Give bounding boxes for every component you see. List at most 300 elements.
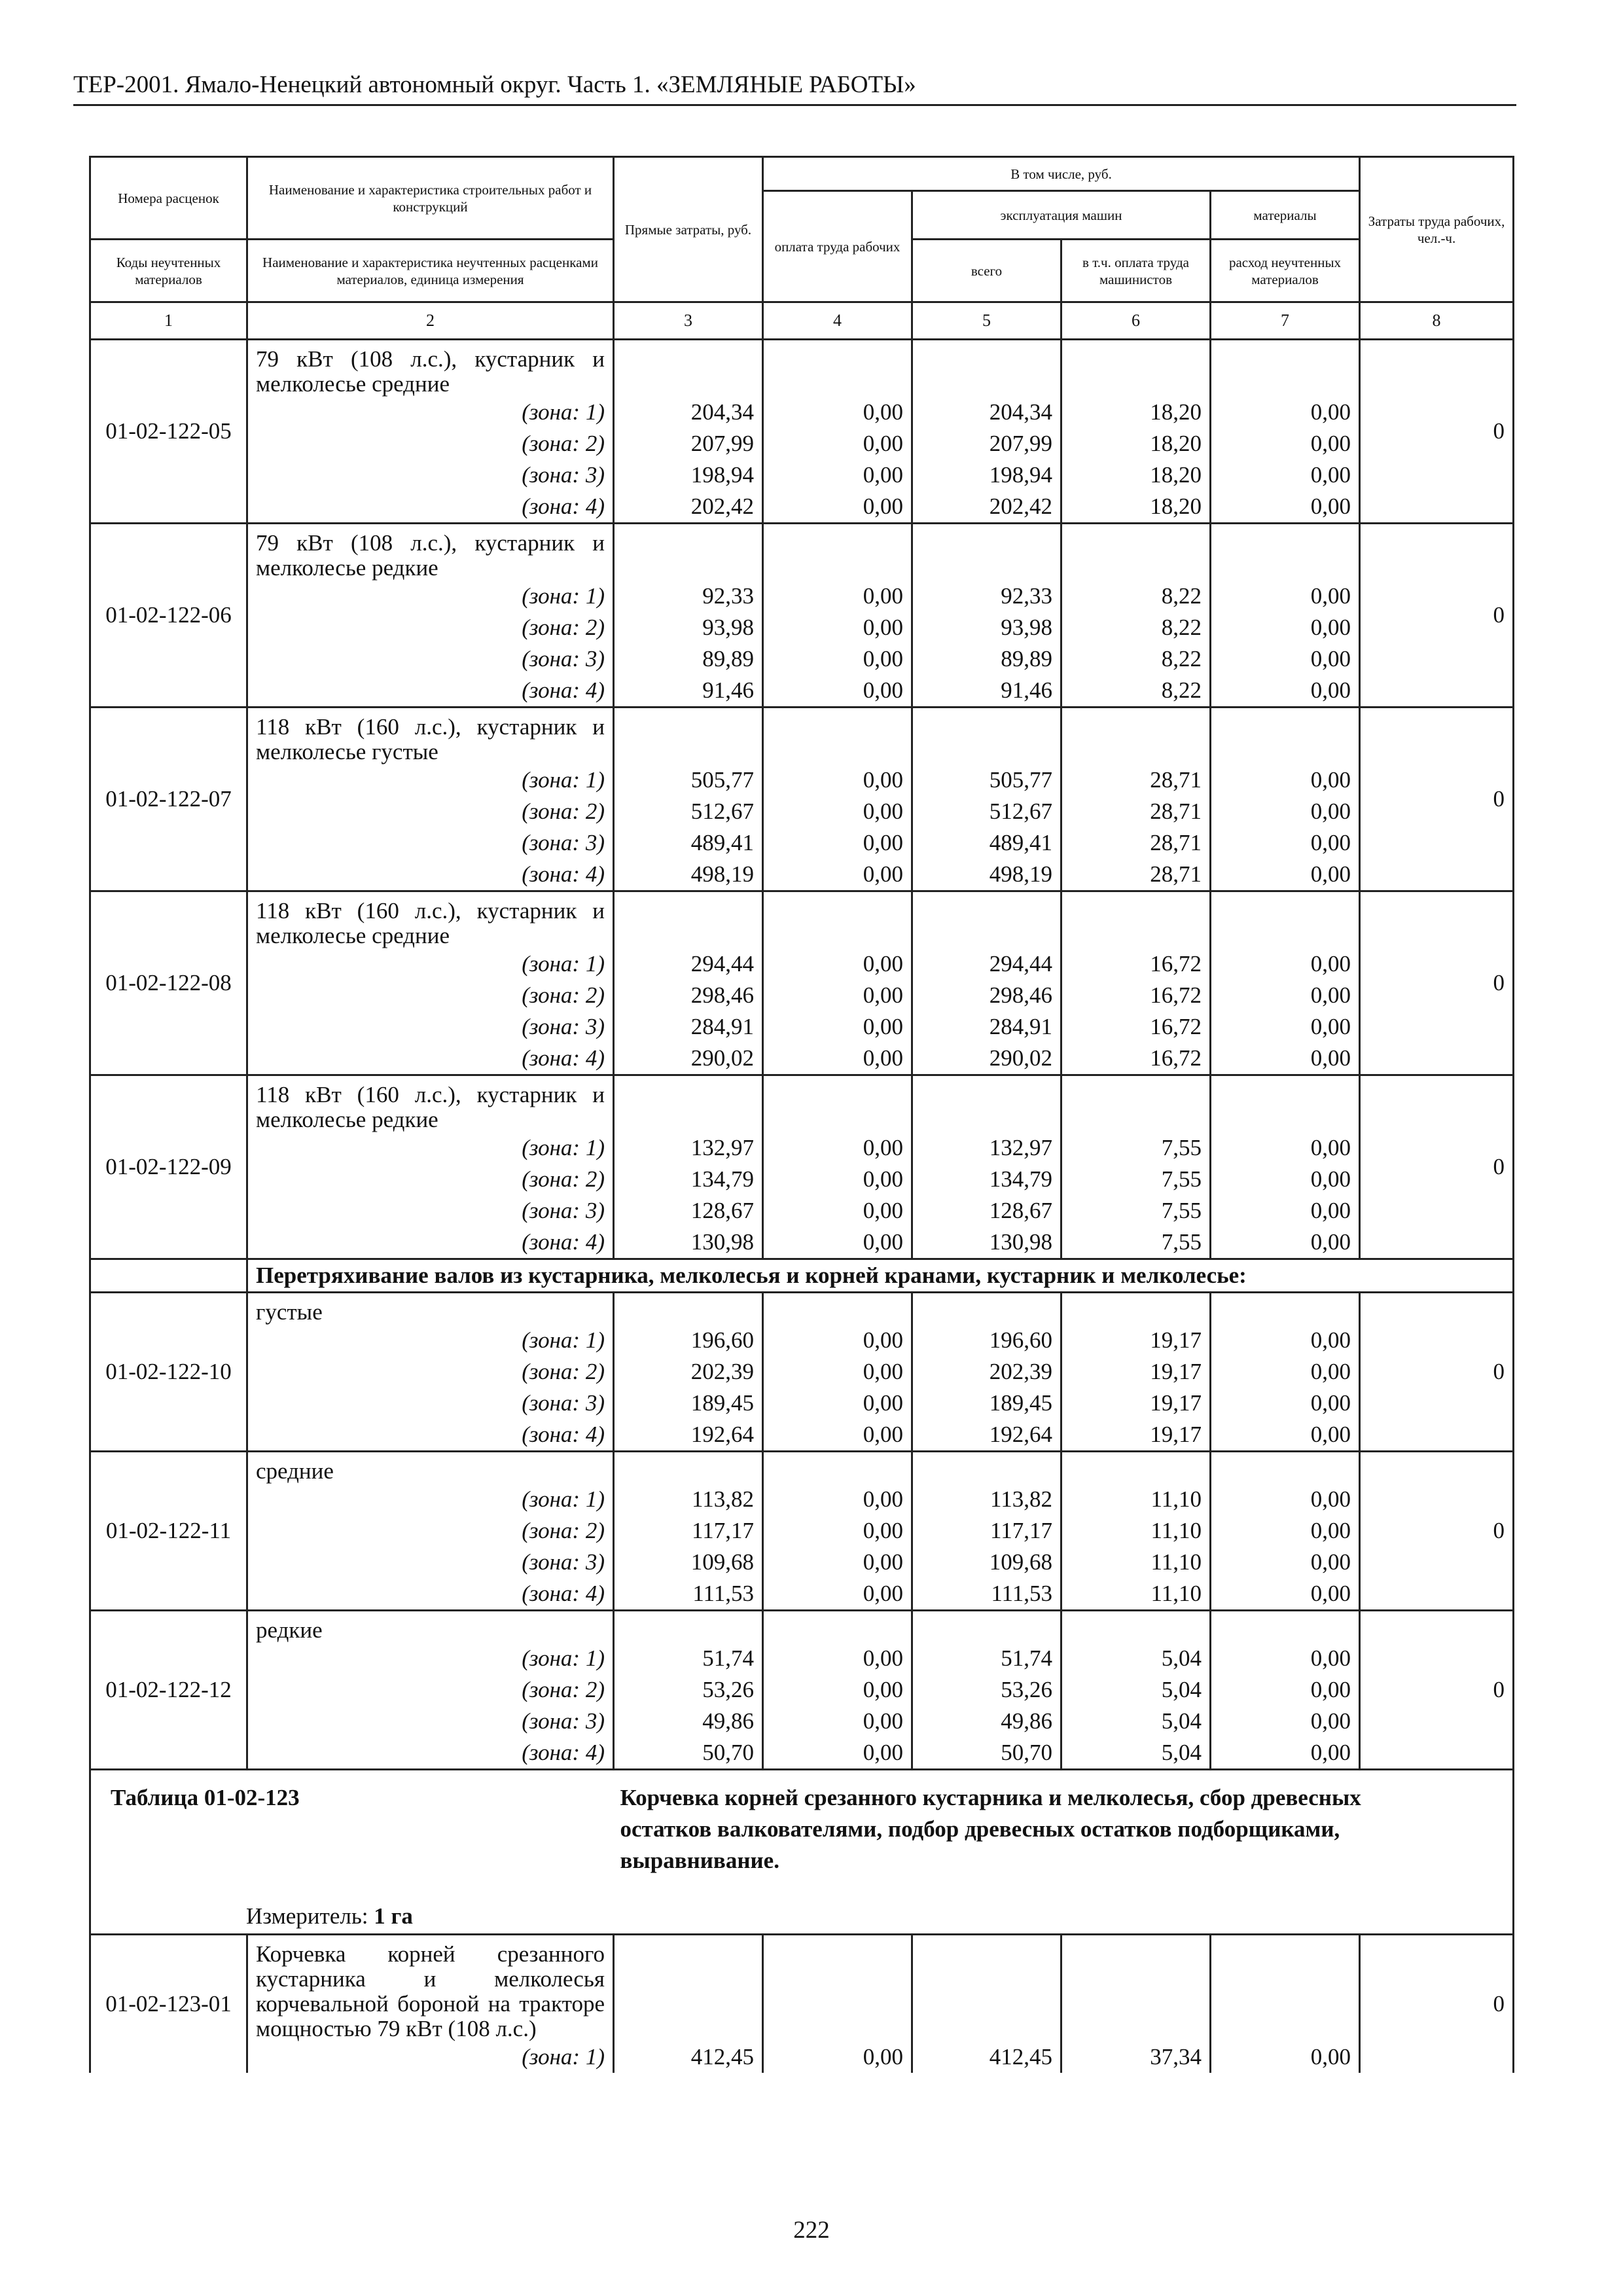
empty-cell <box>1061 340 1211 397</box>
empty-cell <box>1211 1611 1360 1643</box>
empty-cell <box>614 1452 763 1484</box>
rate-code: 01-02-122-06 <box>90 524 247 708</box>
zone-value: 189,45 <box>614 1388 763 1419</box>
zone-label: (зона: 2) <box>247 612 614 643</box>
zone-row <box>90 1706 1514 1737</box>
labor-value: 0 <box>1360 1075 1514 1259</box>
zone-value: 0,00 <box>1211 2041 1360 2073</box>
rate-row <box>90 1935 1514 2042</box>
zone-value: 51,74 <box>912 1643 1061 1674</box>
zone-value: 294,44 <box>912 948 1061 980</box>
col-direct: Прямые затраты, руб. <box>614 157 763 302</box>
zone-value: 0,00 <box>763 1674 912 1706</box>
column-number: 5 <box>912 302 1061 340</box>
zone-value: 0,00 <box>763 459 912 491</box>
zone-value: 0,00 <box>763 948 912 980</box>
zone-row <box>90 1195 1514 1227</box>
table-title-row <box>90 1770 1514 1935</box>
zone-value: 117,17 <box>912 1515 1061 1547</box>
zone-value: 0,00 <box>1211 675 1360 708</box>
zone-value: 89,89 <box>614 643 763 675</box>
column-number: 1 <box>90 302 247 340</box>
rate-code: 01-02-122-09 <box>90 1075 247 1259</box>
zone-value: 134,79 <box>614 1164 763 1195</box>
zone-value: 28,71 <box>1061 827 1211 859</box>
zone-value: 294,44 <box>614 948 763 980</box>
column-number: 7 <box>1211 302 1360 340</box>
zone-value: 207,99 <box>912 428 1061 459</box>
zone-row <box>90 827 1514 859</box>
zone-value: 489,41 <box>614 827 763 859</box>
zone-value: 92,33 <box>912 581 1061 612</box>
zone-value: 19,17 <box>1061 1419 1211 1452</box>
zone-label: (зона: 4) <box>247 675 614 708</box>
column-numbers <box>90 302 1514 340</box>
zone-value: 202,39 <box>912 1356 1061 1388</box>
zone-value: 0,00 <box>1211 612 1360 643</box>
zone-label: (зона: 2) <box>247 796 614 827</box>
zone-value: 0,00 <box>763 1227 912 1259</box>
zone-value: 0,00 <box>763 764 912 796</box>
zone-value: 0,00 <box>763 1195 912 1227</box>
zone-value: 0,00 <box>1211 980 1360 1011</box>
zone-row <box>90 1547 1514 1578</box>
rate-code: 01-02-122-12 <box>90 1611 247 1770</box>
zone-label: (зона: 1) <box>247 948 614 980</box>
zone-value: 7,55 <box>1061 1132 1211 1164</box>
zone-value: 0,00 <box>763 1043 912 1075</box>
col-code-top: Номера расценок <box>90 157 247 240</box>
zone-value: 0,00 <box>763 1515 912 1547</box>
col-machines-total: всего <box>912 240 1061 302</box>
zone-row <box>90 1356 1514 1388</box>
table-label-cell <box>90 1770 614 1935</box>
zone-value: 0,00 <box>763 1578 912 1611</box>
zone-label: (зона: 3) <box>247 1547 614 1578</box>
zone-value: 0,00 <box>763 643 912 675</box>
rate-code: 01-02-122-08 <box>90 891 247 1075</box>
unit-label: Измеритель: <box>246 1903 374 1929</box>
empty-cell <box>763 1611 912 1643</box>
zone-value: 0,00 <box>763 491 912 524</box>
zone-value: 0,00 <box>1211 1578 1360 1611</box>
table-label: Таблица 01-02-123 <box>111 1785 300 1810</box>
zone-value: 0,00 <box>763 1547 912 1578</box>
column-number: 6 <box>1061 302 1211 340</box>
zone-value: 8,22 <box>1061 581 1211 612</box>
zone-row <box>90 491 1514 524</box>
empty-cell <box>614 1611 763 1643</box>
zone-value: 0,00 <box>763 859 912 891</box>
zone-value: 0,00 <box>763 827 912 859</box>
labor-value: 0 <box>1360 340 1514 524</box>
zone-value: 0,00 <box>1211 491 1360 524</box>
zone-value: 198,94 <box>912 459 1061 491</box>
labor-value: 0 <box>1360 1935 1514 2073</box>
zone-value: 0,00 <box>763 1388 912 1419</box>
zone-value: 0,00 <box>763 581 912 612</box>
col-material-use: расход неучтенных материалов <box>1211 240 1360 302</box>
rate-name: 79 кВт (108 л.с.), кустарник и мелколесье редкие <box>247 524 614 581</box>
zone-label: (зона: 3) <box>247 1706 614 1737</box>
zone-value: 0,00 <box>1211 1643 1360 1674</box>
empty-cell <box>1211 1075 1360 1133</box>
zone-row <box>90 859 1514 891</box>
zone-value: 117,17 <box>614 1515 763 1547</box>
zone-row <box>90 796 1514 827</box>
zone-value: 92,33 <box>614 581 763 612</box>
zone-value: 412,45 <box>912 2041 1061 2073</box>
zone-value: 16,72 <box>1061 948 1211 980</box>
col-labor: Затраты труда рабочих, чел.-ч. <box>1360 157 1514 302</box>
empty-cell <box>1061 1935 1211 2042</box>
zone-row <box>90 1419 1514 1452</box>
zone-value: 130,98 <box>912 1227 1061 1259</box>
zone-value: 0,00 <box>763 1643 912 1674</box>
zone-label: (зона: 3) <box>247 1195 614 1227</box>
zone-label: (зона: 4) <box>247 491 614 524</box>
empty-cell <box>1061 708 1211 765</box>
zone-row <box>90 1325 1514 1356</box>
zone-row <box>90 1578 1514 1611</box>
zone-value: 7,55 <box>1061 1195 1211 1227</box>
col-in-total: В том числе, руб. <box>763 157 1360 191</box>
empty-cell <box>1061 524 1211 581</box>
page-header: ТЕР-2001. Ямало-Ненецкий автономный округ. Часть 1. «ЗЕМЛЯНЫЕ РАБОТЫ» <box>73 71 1516 106</box>
zone-value: 0,00 <box>1211 1356 1360 1388</box>
empty-cell <box>1211 1293 1360 1325</box>
zone-value: 0,00 <box>1211 1419 1360 1452</box>
zone-label: (зона: 4) <box>247 1227 614 1259</box>
zone-label: (зона: 4) <box>247 1578 614 1611</box>
zone-value: 412,45 <box>614 2041 763 2073</box>
empty-cell <box>763 524 912 581</box>
empty-cell <box>1211 340 1360 397</box>
zone-value: 0,00 <box>763 1484 912 1515</box>
empty-cell <box>1211 1452 1360 1484</box>
rate-row <box>90 1452 1514 1484</box>
zone-value: 91,46 <box>912 675 1061 708</box>
section-title: Перетряхивание валов из кустарника, мелколесья и корней кранами, кустарник и мелколесье: <box>247 1259 1514 1293</box>
zone-value: 0,00 <box>763 1132 912 1164</box>
zone-value: 0,00 <box>1211 1484 1360 1515</box>
zone-value: 5,04 <box>1061 1674 1211 1706</box>
unit-value: 1 га <box>374 1903 413 1929</box>
labor-value: 0 <box>1360 1611 1514 1770</box>
zone-value: 489,41 <box>912 827 1061 859</box>
zone-value: 0,00 <box>1211 827 1360 859</box>
labor-value: 0 <box>1360 524 1514 708</box>
zone-value: 0,00 <box>763 1325 912 1356</box>
zone-value: 204,34 <box>912 397 1061 428</box>
zone-value: 0,00 <box>1211 1043 1360 1075</box>
zone-value: 11,10 <box>1061 1515 1211 1547</box>
zone-value: 49,86 <box>912 1706 1061 1737</box>
zone-row <box>90 764 1514 796</box>
zone-label: (зона: 3) <box>247 459 614 491</box>
zone-label: (зона: 4) <box>247 1419 614 1452</box>
zone-value: 18,20 <box>1061 397 1211 428</box>
zone-value: 0,00 <box>763 612 912 643</box>
empty-cell <box>912 1452 1061 1484</box>
zone-value: 8,22 <box>1061 612 1211 643</box>
column-number: 2 <box>247 302 614 340</box>
rate-row <box>90 1293 1514 1325</box>
zone-value: 51,74 <box>614 1643 763 1674</box>
zone-value: 204,34 <box>614 397 763 428</box>
empty-cell <box>614 708 763 765</box>
empty-cell <box>763 1293 912 1325</box>
zone-row <box>90 428 1514 459</box>
zone-value: 89,89 <box>912 643 1061 675</box>
unit-line <box>246 1901 413 1932</box>
zone-value: 28,71 <box>1061 796 1211 827</box>
zone-value: 0,00 <box>763 796 912 827</box>
zone-value: 19,17 <box>1061 1356 1211 1388</box>
rate-code: 01-02-123-01 <box>90 1935 247 2073</box>
zone-value: 16,72 <box>1061 1043 1211 1075</box>
col-wages: оплата труда рабочих <box>763 191 912 302</box>
zone-value: 109,68 <box>614 1547 763 1578</box>
zone-value: 0,00 <box>1211 643 1360 675</box>
zone-value: 0,00 <box>1211 1515 1360 1547</box>
empty-cell <box>614 1293 763 1325</box>
page-number: 222 <box>793 2217 830 2244</box>
zone-value: 5,04 <box>1061 1737 1211 1770</box>
zone-value: 109,68 <box>912 1547 1061 1578</box>
zone-value: 202,42 <box>614 491 763 524</box>
zone-value: 196,60 <box>912 1325 1061 1356</box>
zone-value: 498,19 <box>912 859 1061 891</box>
zone-value: 28,71 <box>1061 764 1211 796</box>
zone-value: 0,00 <box>1211 1227 1360 1259</box>
zone-row <box>90 581 1514 612</box>
zone-row <box>90 948 1514 980</box>
zone-value: 128,67 <box>614 1195 763 1227</box>
empty-cell <box>763 1075 912 1133</box>
zone-row <box>90 1164 1514 1195</box>
zone-value: 0,00 <box>1211 1706 1360 1737</box>
zone-value: 8,22 <box>1061 675 1211 708</box>
zone-value: 0,00 <box>763 1011 912 1043</box>
zone-label: (зона: 2) <box>247 1164 614 1195</box>
zone-label: (зона: 2) <box>247 980 614 1011</box>
empty-cell <box>1211 891 1360 949</box>
zone-value: 189,45 <box>912 1388 1061 1419</box>
zone-row <box>90 1515 1514 1547</box>
zone-label: (зона: 4) <box>247 1737 614 1770</box>
zone-value: 113,82 <box>614 1484 763 1515</box>
empty-cell <box>763 891 912 949</box>
empty-cell <box>1061 1611 1211 1643</box>
empty-cell <box>912 1935 1061 2042</box>
zone-value: 0,00 <box>763 428 912 459</box>
zone-label: (зона: 4) <box>247 1043 614 1075</box>
empty-cell <box>614 1935 763 2042</box>
zone-label: (зона: 1) <box>247 1484 614 1515</box>
zone-label: (зона: 1) <box>247 2041 614 2073</box>
zone-value: 0,00 <box>1211 1132 1360 1164</box>
zone-value: 16,72 <box>1061 980 1211 1011</box>
zone-label: (зона: 1) <box>247 1643 614 1674</box>
zone-value: 0,00 <box>1211 859 1360 891</box>
rate-name: 118 кВт (160 л.с.), кустарник и мелколесье густые <box>247 708 614 765</box>
zone-value: 16,72 <box>1061 1011 1211 1043</box>
labor-value: 0 <box>1360 1452 1514 1611</box>
zone-value: 290,02 <box>614 1043 763 1075</box>
zone-row <box>90 1737 1514 1770</box>
column-number: 3 <box>614 302 763 340</box>
zone-row <box>90 1388 1514 1419</box>
zone-value: 0,00 <box>1211 1674 1360 1706</box>
zone-value: 0,00 <box>1211 428 1360 459</box>
zone-value: 0,00 <box>1211 796 1360 827</box>
zone-value: 111,53 <box>912 1578 1061 1611</box>
empty-cell <box>614 524 763 581</box>
empty-cell <box>90 1259 247 1293</box>
zone-value: 0,00 <box>1211 1195 1360 1227</box>
empty-cell <box>912 1075 1061 1133</box>
zone-value: 0,00 <box>763 675 912 708</box>
zone-value: 0,00 <box>763 1419 912 1452</box>
zone-value: 290,02 <box>912 1043 1061 1075</box>
zone-value: 7,55 <box>1061 1227 1211 1259</box>
zone-value: 505,77 <box>912 764 1061 796</box>
rate-name: густые <box>247 1293 614 1325</box>
zone-value: 0,00 <box>763 980 912 1011</box>
rate-code: 01-02-122-05 <box>90 340 247 524</box>
zone-value: 28,71 <box>1061 859 1211 891</box>
empty-cell <box>614 340 763 397</box>
zone-value: 298,46 <box>614 980 763 1011</box>
rate-code: 01-02-122-11 <box>90 1452 247 1611</box>
rate-row <box>90 340 1514 397</box>
zone-label: (зона: 1) <box>247 764 614 796</box>
zone-row <box>90 675 1514 708</box>
empty-cell <box>763 708 912 765</box>
empty-cell <box>614 891 763 949</box>
rate-name: 79 кВт (108 л.с.), кустарник и мелколесье средние <box>247 340 614 397</box>
zone-value: 50,70 <box>912 1737 1061 1770</box>
zone-value: 128,67 <box>912 1195 1061 1227</box>
zone-value: 132,97 <box>912 1132 1061 1164</box>
zone-label: (зона: 3) <box>247 1011 614 1043</box>
zone-value: 0,00 <box>1211 581 1360 612</box>
zone-row <box>90 1484 1514 1515</box>
col-machines: эксплуатация машин <box>912 191 1211 240</box>
column-number: 4 <box>763 302 912 340</box>
rate-name: 118 кВт (160 л.с.), кустарник и мелколесье редкие <box>247 1075 614 1133</box>
empty-cell <box>1061 1293 1211 1325</box>
zone-value: 11,10 <box>1061 1547 1211 1578</box>
empty-cell <box>614 1075 763 1133</box>
zone-label: (зона: 3) <box>247 1388 614 1419</box>
empty-cell <box>1061 1452 1211 1484</box>
zone-value: 130,98 <box>614 1227 763 1259</box>
col-code-bottom: Коды неучтенных материалов <box>90 240 247 302</box>
zone-label: (зона: 2) <box>247 1515 614 1547</box>
empty-cell <box>763 1935 912 2042</box>
zone-value: 5,04 <box>1061 1706 1211 1737</box>
zone-value: 18,20 <box>1061 491 1211 524</box>
zone-value: 113,82 <box>912 1484 1061 1515</box>
empty-cell <box>1061 1075 1211 1133</box>
zone-value: 132,97 <box>614 1132 763 1164</box>
zone-value: 0,00 <box>1211 1547 1360 1578</box>
rate-row <box>90 1611 1514 1643</box>
labor-value: 0 <box>1360 1293 1514 1452</box>
zone-value: 284,91 <box>912 1011 1061 1043</box>
rate-name: Корчевка корней срезанного кустарника и мелколесья корчевальной бороной на тракторе мощностью 79 кВт (108 л.с.) <box>247 1935 614 2042</box>
empty-cell <box>912 524 1061 581</box>
zone-value: 8,22 <box>1061 643 1211 675</box>
empty-cell <box>1061 891 1211 949</box>
zone-value: 18,20 <box>1061 428 1211 459</box>
zone-value: 512,67 <box>912 796 1061 827</box>
empty-cell <box>912 1611 1061 1643</box>
zone-label: (зона: 2) <box>247 1674 614 1706</box>
zone-row <box>90 2041 1514 2073</box>
zone-value: 192,64 <box>912 1419 1061 1452</box>
zone-value: 49,86 <box>614 1706 763 1737</box>
zone-value: 202,42 <box>912 491 1061 524</box>
zone-row <box>90 1043 1514 1075</box>
zone-value: 196,60 <box>614 1325 763 1356</box>
zone-label: (зона: 3) <box>247 827 614 859</box>
empty-cell <box>912 708 1061 765</box>
zone-value: 0,00 <box>1211 397 1360 428</box>
rate-code: 01-02-122-07 <box>90 708 247 891</box>
empty-cell <box>912 340 1061 397</box>
zone-value: 298,46 <box>912 980 1061 1011</box>
zone-label: (зона: 2) <box>247 428 614 459</box>
labor-value: 0 <box>1360 891 1514 1075</box>
zone-value: 0,00 <box>1211 1737 1360 1770</box>
zone-value: 192,64 <box>614 1419 763 1452</box>
zone-value: 50,70 <box>614 1737 763 1770</box>
zone-value: 5,04 <box>1061 1643 1211 1674</box>
zone-value: 284,91 <box>614 1011 763 1043</box>
zone-label: (зона: 2) <box>247 1356 614 1388</box>
zone-row <box>90 459 1514 491</box>
zone-value: 7,55 <box>1061 1164 1211 1195</box>
zone-value: 0,00 <box>1211 1011 1360 1043</box>
zone-value: 202,39 <box>614 1356 763 1388</box>
zone-row <box>90 1674 1514 1706</box>
zone-value: 0,00 <box>1211 948 1360 980</box>
zone-value: 0,00 <box>1211 1325 1360 1356</box>
zone-row <box>90 397 1514 428</box>
zone-label: (зона: 1) <box>247 581 614 612</box>
empty-cell <box>763 340 912 397</box>
zone-value: 93,98 <box>614 612 763 643</box>
rate-code: 01-02-122-10 <box>90 1293 247 1452</box>
table-header <box>90 157 1514 340</box>
zone-label: (зона: 3) <box>247 643 614 675</box>
section-row <box>90 1259 1514 1293</box>
zone-row <box>90 1011 1514 1043</box>
zone-row <box>90 612 1514 643</box>
empty-cell <box>912 891 1061 949</box>
col-name-top: Наименование и характеристика строительных работ и конструкций <box>247 157 614 240</box>
zone-value: 53,26 <box>614 1674 763 1706</box>
zone-value: 0,00 <box>763 397 912 428</box>
zone-value: 134,79 <box>912 1164 1061 1195</box>
rate-name: редкие <box>247 1611 614 1643</box>
price-table <box>89 156 1514 2073</box>
zone-row <box>90 1643 1514 1674</box>
column-number: 8 <box>1360 302 1514 340</box>
